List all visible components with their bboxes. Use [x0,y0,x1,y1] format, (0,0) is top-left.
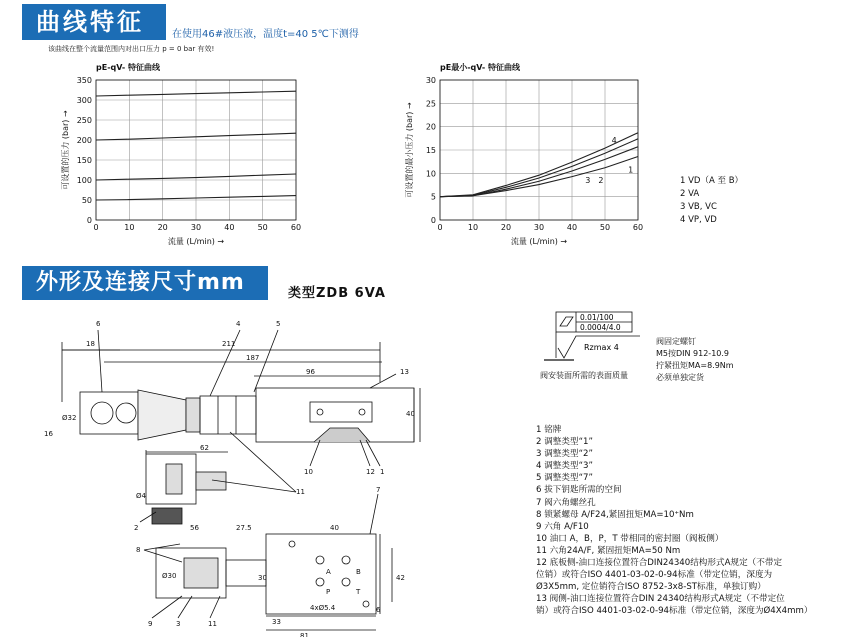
y-tick-label: 25 [425,99,436,109]
chart-legend [680,175,743,227]
parts-list [536,424,854,618]
dim-label: 4xØ5.4 [310,604,336,612]
dim-label: 16 [44,430,53,438]
chart-right-title: pE最小-qV- 特征曲线 [440,63,520,72]
dim-label: 81 [300,632,309,637]
legend-item: 2 VA [680,189,700,199]
parts-item: 9 六角 A/F10 [536,521,589,532]
callout-label: 13 [400,368,409,376]
y-tick-label: 100 [76,176,92,185]
port-label: A [326,568,331,576]
pressure-flow-chart [40,70,330,260]
x-tick-label: 10 [467,223,479,232]
dim-label: 42 [396,574,405,582]
y-tick-label: 5 [430,192,436,202]
y-tick-label: 30 [425,76,436,85]
curve-label: 1 [628,165,634,175]
x-tick-label: 0 [93,223,99,232]
min-pressure-flow-chart [398,70,658,260]
callout-label: 5 [276,320,281,328]
parts-item: 5 调整类型“7” [536,473,593,484]
screws-spec: M5按DIN 912-10.9 [656,349,730,358]
y-tick-label: 200 [76,136,92,145]
dim-label: 30 [258,574,267,582]
screws-torque: 拧紧扭矩MA=8.9Nm [656,361,734,370]
x-axis-label: 流量 (L/min) → [510,237,568,246]
x-tick-label: 30 [190,223,202,232]
callout-label: 6 [96,320,101,328]
y-axis-label: 可设置的压力 (bar) → [61,110,70,190]
callout-label: 3 [176,620,181,628]
y-tick-label: 300 [76,96,92,105]
legend-item: 1 VD（A 至 B） [680,176,744,186]
callout-label: 9 [148,620,153,628]
flatness-bottom: 0.0004/4.0 [580,323,621,332]
x-tick-label: 40 [224,223,235,232]
dim-label: 27.5 [236,524,252,532]
chart-left-title: pE-qV- 特征曲线 [96,63,160,72]
y-tick-label: 15 [425,146,436,155]
dim-label: 56 [190,524,199,532]
surface-label: 阀安装面所需的表面质量 [540,371,628,380]
x-tick-label: 10 [124,223,135,232]
parts-item: 10 油口 A，B，P，T 带相同的密封圈（阀板侧） [536,533,724,544]
port-label: T [356,588,361,596]
parts-item: 3 调整类型“2” [536,449,593,460]
dim-label: 62 [200,444,209,452]
dim-label: 6 [376,606,381,614]
parts-item: 8 锁紧螺母 A/F24,紧固扭矩MA=10⁺Nm [536,509,694,520]
port-label: B [356,568,361,576]
x-tick-label: 60 [290,223,302,232]
section-title-dimensions: 外形及连接尺寸mm [22,266,268,300]
dim-label: 33 [272,618,281,626]
surface-quality-symbol [540,308,660,368]
parts-item: 6 拔下钥匙所需的空间 [536,485,622,496]
y-tick-label: 350 [76,76,92,85]
port-label: P [326,588,331,596]
callout-label: 7 [376,486,381,494]
test-conditions: 在使用46#液压液，温度t=40 5℃下测得 [172,29,359,40]
y-tick-label: 250 [76,116,92,125]
parts-item: 11 六角24A/F, 紧固扭矩MA=50 Nm [536,545,681,556]
dim-label: Ø30 [162,572,177,580]
dim-label: 211 [222,340,236,348]
x-tick-label: 60 [632,223,644,232]
curve-label: 3 [585,176,591,186]
callout-label: 10 [304,468,313,476]
callout-label: 12 [366,468,375,476]
x-tick-label: 50 [257,223,268,232]
screws-note: 必须单独定货 [656,373,704,382]
dim-label: 40 [330,524,339,532]
x-axis-label: 流量 (L/min) → [167,237,225,246]
x-tick-label: 40 [566,223,578,232]
callout-label: 1 [380,468,385,476]
callout-label: 11 [296,488,305,496]
parts-item: 2 调整类型“1” [536,437,593,448]
dim-label: 40 [406,410,415,418]
legend-item: 4 VP, VD [680,215,717,225]
dim-label: 18 [86,340,95,348]
dim-label: 187 [246,354,260,362]
callout-label: 8 [136,546,141,554]
y-tick-label: 0 [430,216,436,225]
x-tick-label: 20 [500,223,512,232]
x-tick-label: 50 [599,223,611,232]
dim-label: 96 [306,368,315,376]
curve-label: 2 [598,176,604,186]
roughness: Rzmax 4 [584,343,619,352]
dim-label: Ø32 [62,414,77,422]
flatness-top: 0.01/100 [580,313,614,322]
x-tick-label: 20 [157,223,168,232]
parts-item: 4 调整类型“3” [536,461,593,472]
parts-item: 位销）或符合ISO 4401-03-02-0-94标准（带定位销，深度为 [536,570,773,581]
model-type: 类型ZDB 6VA [288,286,386,301]
parts-item: 7 阀六角螺丝孔 [536,497,596,508]
x-tick-label: 30 [533,223,545,232]
parts-item: Ø3X5mm, 定位销符合ISO 8752-3x8-ST标准，单独订购） [536,582,766,593]
callout-label: 4 [236,320,241,328]
legend-item: 3 VB, VC [680,202,717,212]
screw-info [656,336,734,384]
parts-item: 销）或符合ISO 4401-03-02-0-94标准（带定位销，深度为Ø4X4mm） [536,606,813,617]
dimension-drawing [40,312,520,637]
parts-item: 1 铭牌 [536,425,562,435]
screws-title: 阀固定螺钉 [656,337,696,346]
y-tick-label: 50 [81,196,92,205]
parts-item: 12 底板侧-油口连接位置符合DIN24340结构形式A规定（不带定 [536,558,783,569]
x-tick-label: 0 [437,223,443,232]
parts-item: 13 阀侧-油口连接位置符合DIN 24340结构形式A规定（不带定位 [536,594,785,605]
callout-label: 2 [134,524,139,532]
validity-note: 该曲线在整个流量范围内对出口压力 p = 0 bar 有效! [48,45,215,53]
callout-label: 11 [208,620,217,628]
y-tick-label: 0 [86,216,92,225]
y-tick-label: 150 [76,156,92,165]
dim-label: Ø4 [136,492,146,500]
y-axis-label: 可设置的最小压力 (bar) → [405,102,414,198]
curve-label: 4 [611,136,617,145]
section-title-characteristics: 曲线特征 [22,4,166,40]
y-tick-label: 20 [425,122,436,132]
y-tick-label: 10 [425,169,436,179]
